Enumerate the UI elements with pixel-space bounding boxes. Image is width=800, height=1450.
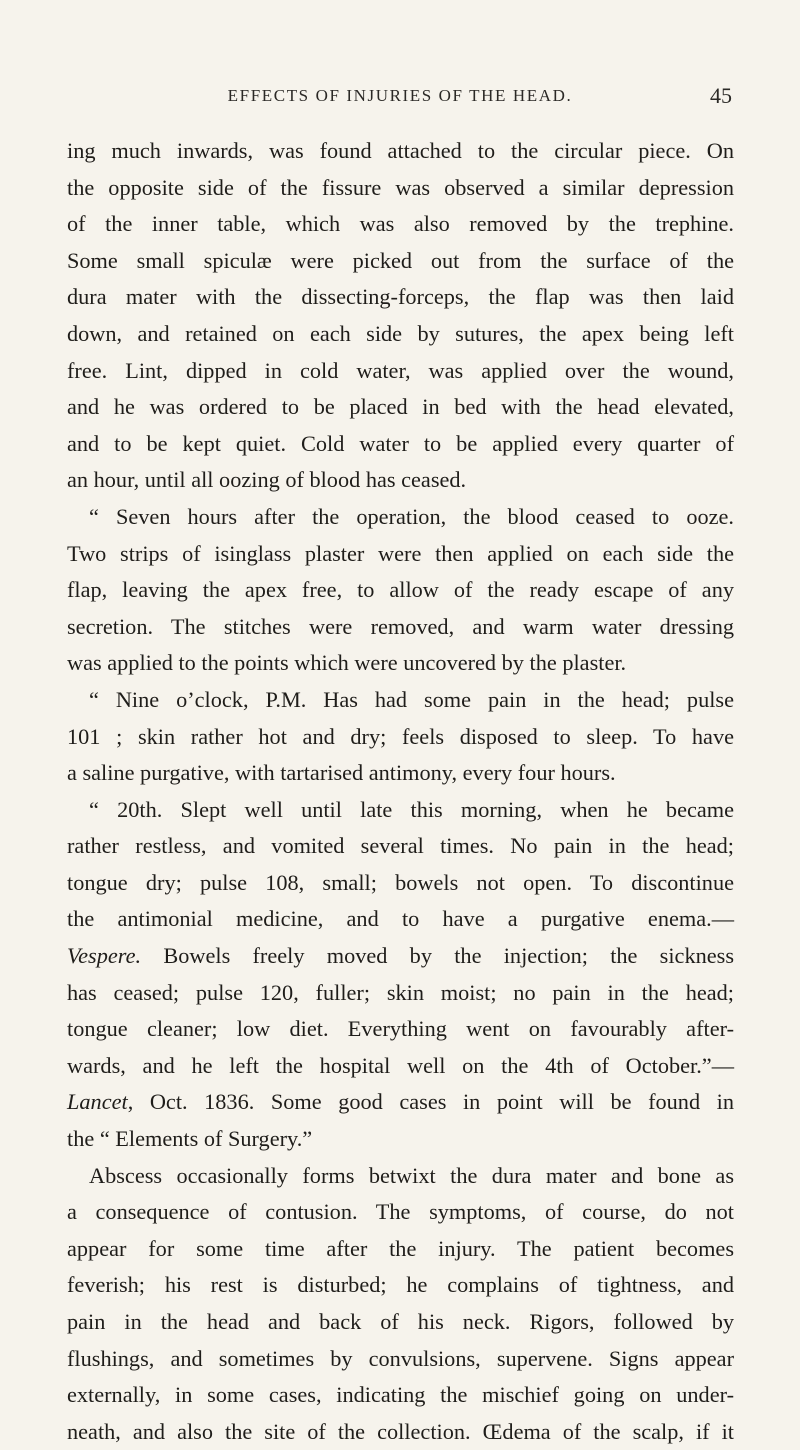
text-line: pain in the head and back of his neck. Rigors, followed by xyxy=(67,1309,734,1334)
text-line: neath, and also the site of the collection. Œdema of the scalp, if it xyxy=(67,1418,734,1444)
text-line: rather restless, and vomited several times. No pain in the head; xyxy=(67,833,734,859)
text-line-rest: , Oct. 1836. Some good cases in point will be found in xyxy=(127,1089,734,1115)
text-line: an hour, until all oozing of blood has ceased. xyxy=(67,467,467,493)
running-title: EFFECTS OF INJURIES OF THE HEAD. xyxy=(227,86,573,105)
body-text xyxy=(67,133,734,1450)
italic-vespere: Vespere. xyxy=(67,943,142,969)
text-line: and he was ordered to be placed in bed with the head elevated, xyxy=(67,394,734,420)
text-line: 101 ; skin rather hot and dry; feels disposed to sleep. To have xyxy=(67,723,734,749)
text-line: wards, and he left the hospital well on the 4th of October.”— xyxy=(67,1052,734,1078)
text-line: tongue dry; pulse 108, small; bowels not open. To discontinue xyxy=(67,869,734,895)
text-line-vespere xyxy=(67,938,734,975)
text-line: has ceased; pulse 120, fuller; skin moist; no pain in the head; xyxy=(67,979,734,1005)
text-line: externally, in some cases, indicating the mischief going on under- xyxy=(67,1382,734,1408)
text-line: dura mater with the dissecting-forceps, the flap was then laid xyxy=(67,284,734,310)
text-line: flushings, and sometimes by convulsions, supervene. Signs appear xyxy=(67,1345,734,1371)
text-line: appear for some time after the injury. The patient becomes xyxy=(67,1235,734,1261)
text-line: free. Lint, dipped in cold water, was applied over the wound, xyxy=(67,357,734,383)
text-line: was applied to the points which were uncovered by the plaster. xyxy=(67,650,627,676)
text-line: tongue cleaner; low diet. Everything went on favourably after- xyxy=(67,1016,734,1042)
text-line: flap, leaving the apex free, to allow of the ready escape of any xyxy=(67,577,734,603)
text-line: Abscess occasionally forms betwixt the dura mater and bone as xyxy=(89,1162,734,1188)
text-line: the antimonial medicine, and to have a purgative enema.— xyxy=(67,906,734,932)
text-line: “ Nine o’clock, P.M. Has had some pain in the head; pulse xyxy=(89,686,734,712)
text-line: a saline purgative, with tartarised antimony, every four hours. xyxy=(67,760,616,786)
text-line: Some small spiculæ were picked out from the surface of the xyxy=(67,247,734,273)
page-number: 45 xyxy=(710,83,732,108)
running-head xyxy=(68,83,732,116)
text-line: the “ Elements of Surgery.” xyxy=(67,1126,313,1152)
italic-lancet: Lancet xyxy=(67,1089,128,1115)
text-line: ing much inwards, was found attached to the circular piece. On xyxy=(67,138,734,163)
text-line: secretion. The stitches were removed, and warm water dressing xyxy=(67,613,734,639)
text-line: a consequence of contusion. The symptoms, of course, do not xyxy=(67,1199,734,1225)
text-line-lancet xyxy=(67,1084,734,1121)
text-line: “ Seven hours after the operation, the blood ceased to ooze. xyxy=(89,503,734,529)
text-line: Two strips of isinglass plaster were then applied on each side the xyxy=(67,540,734,566)
text-line-rest: Bowels freely moved by the injection; the sickness xyxy=(163,943,735,969)
text-line: “ 20th. Slept well until late this morning, when he became xyxy=(89,796,734,822)
text-line: the opposite side of the fissure was observed a similar depression xyxy=(67,174,734,200)
text-line: feverish; his rest is disturbed; he complains of tightness, and xyxy=(67,1272,734,1298)
text-line: and to be kept quiet. Cold water to be applied every quarter of xyxy=(67,430,734,456)
text-line: of the inner table, which was also removed by the trephine. xyxy=(67,211,734,237)
text-line: down, and retained on each side by sutures, the apex being left xyxy=(67,320,734,346)
